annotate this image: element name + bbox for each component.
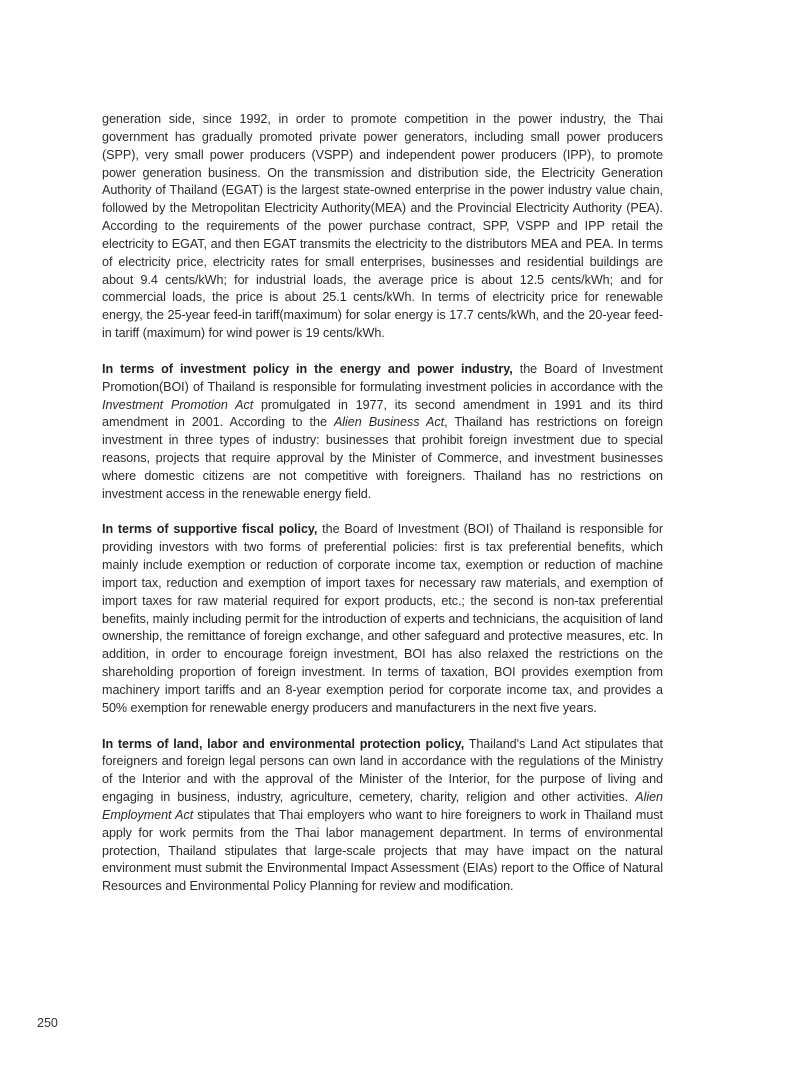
paragraph-fiscal-policy: [102, 521, 663, 717]
act-title: Alien Business Act: [333, 415, 445, 430]
paragraph-text: the Board of Investment Promotion(BOI) of Thailand is responsible for formulating investment policies in accordance with the: [102, 361, 663, 394]
paragraph-lead-heading: In terms of land, labor and environmental protection policy,: [102, 736, 465, 751]
paragraph-text: stipulates that Thai employers who want to hire foreigners to work in Thailand must apply for work permits from the Thai labor management department. In terms of environmental protection, Thailand stipulates that large-scale projects that may have impact on the natural environment must submit the Environmental Impact Assessment (EIAs) report to the Office of Natural Resources and Environmental Policy Planning for review and modification.: [102, 807, 663, 894]
page-number: 250: [37, 1016, 58, 1030]
paragraph-text: the Board of Investment (BOI) of Thailand is responsible for providing investors with two forms of preferential policies: first is tax preferential benefits, which mainly include exemption or reduction of corporate income tax, exemption or reduction of machine import tax, reduction and exemption of import taxes for necessary raw materials, and exemption of import taxes for raw material required for export products, etc.; the second is non-tax preferential benefits, mainly including permit for the introduction of experts and technicians, the acquisition of land ownership, the remittance of foreign exchange, and other safeguard and protective measures, etc. In addition, in order to encourage foreign investment, BOI has also relaxed the restrictions on the shareholding proportion of foreign investment. In terms of taxation, BOI provides exemption from machinery import tariffs and an 8-year exemption period for corporate income tax, and provides a 50% exemption for renewable energy producers and manufacturers in the next five years.: [102, 522, 663, 715]
paragraph-text: generation side, since 1992, in order to promote competition in the power industry, the Thai government has gradually promoted private power generators, including small power producers (SPP), very small power producers (VSPP) and independent power producers (IPP), to promote power generation business. On the transmission and distribution side, the Electricity Generation Authority of Thailand (EGAT) is the largest state-owned enterprise in the power industry value chain, followed by the Metropolitan Electricity Authority(MEA) and the Provincial Electricity Authority (PEA). According to the requirements of the power purchase contract, SPP, VSPP and IPP retail the electricity to EGAT, and then EGAT transmits the electricity to the distributors MEA and PEA. In terms of electricity price, electricity rates for small enterprises, businesses and residential buildings are about 9.4 cents/kWh; for industrial loads, the average price is about 12.5 cents/kWh; and for commercial loads, the price is about 25.1 cents/kWh. In terms of electricity price for renewable energy, the 25-year feed-in tariff(maximum) for solar energy is 17.7 cents/kWh, and the 20-year feed-in tariff (maximum) for wind power is 19 cents/kWh.: [102, 112, 663, 341]
paragraph-power-industry: [102, 111, 663, 343]
paragraph-lead-heading: In terms of supportive fiscal policy,: [102, 522, 318, 537]
act-title: Alien Employment Act: [102, 790, 663, 822]
paragraph-text: Thailand's Land Act stipulates that foreigners and foreign legal persons can own land in accordance with the regulations of the Ministry of the Interior and with the approval of the Minister of the Interior, for the purpose of living and engaging in business, industry, agriculture, cemetery, charity, religion and other activities.: [102, 736, 663, 805]
paragraph-text: promulgated in 1977, its second amendment in 1991 and its third amendment in 2001. According to the: [102, 397, 663, 430]
paragraph-lead-heading: In terms of investment policy in the energy and power industry,: [102, 361, 513, 376]
paragraph-investment-policy: [102, 361, 663, 504]
paragraph-text: , Thailand has restrictions on foreign investment in three types of industry: businesses that prohibit foreign investment due to special reasons, projects that require approval by the Minister of Commerce, and investment businesses where domestic citizens are not competitive with foreigners. Thailand has no restrictions on investment access in the renewable energy field.: [102, 415, 663, 501]
act-title: Investment Promotion Act: [102, 397, 254, 412]
body-text: [102, 111, 663, 914]
paragraph-land-labor-environment: [102, 736, 663, 897]
